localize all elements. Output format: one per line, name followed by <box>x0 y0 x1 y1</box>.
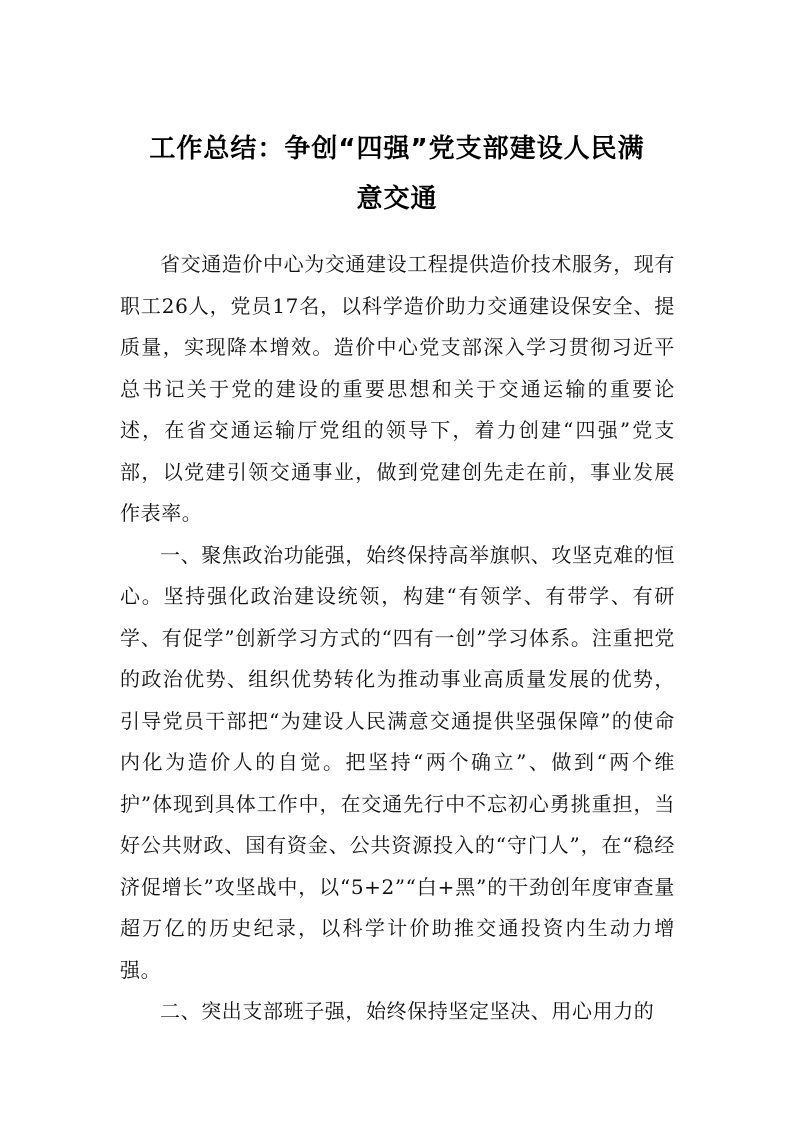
title-line-2: 意交通 <box>356 184 438 214</box>
document-body <box>120 244 675 1033</box>
paragraph-section-1: 一、聚焦政治功能强，始终保持高举旗帜、攻坚克难的恒心。坚持强化政治建设统领，构建“有领学、有带学、有研学、有促学”创新学习方式的“四有一创”学习体系。注重把党的政治优势、组织优势转化为推动事业高质量发展的优势，引导党员干部把“为建设人民满意交通提供坚强保障”的使命内化为造价人的自觉。把坚持“两个确立”、做到“两个维护”体现到具体工作中，在交通先行中不忘初心勇挑重担，当好公共财政、国有资金、公共资源投入的“守门人”，在“稳经济促增长”攻坚战中，以“5+2”“白+黑”的干劲创年度审查量超万亿的历史纪录，以科学计价助推交通投资内生动力增强。 <box>120 542 675 982</box>
paragraph-intro: 省交通造价中心为交通建设工程提供造价技术服务，现有职工26人，党员17名，以科学造价助力交通建设保安全、提质量，实现降本增效。造价中心党支部深入学习贯彻习近平总书记关于党的建设的重要思想和关于交通运输的重要论述，在省交通运输厅党组的领导下，着力创建“四强”党支部，以党建引领交通事业，做到党建创先走在前，事业发展作表率。 <box>120 252 675 525</box>
document-title <box>112 124 682 224</box>
paragraph-section-2: 二、突出支部班子强，始终保持坚定坚决、用心用力的 <box>160 999 655 1023</box>
title-line-1: 工作总结：争创“四强”党支部建设人民满 <box>149 134 645 164</box>
